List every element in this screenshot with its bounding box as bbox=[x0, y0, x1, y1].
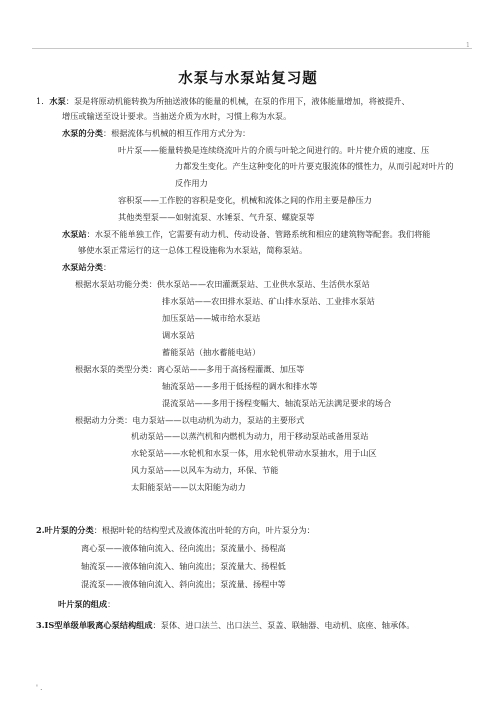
text-line-9: 水泵站：水泵不能单独工作，它需要有动力机、传动设备、管路系统和相应的建筑物等配套。我们将能 bbox=[62, 229, 431, 239]
text-line-21: 机动泵站——以蒸汽机和内燃机为动力，用于移动泵站或备用泵站 bbox=[131, 431, 369, 441]
text-line-12: 根据水泵站功能分类：供水泵站——农田灌溉泵站、工业供水泵站、生活供水泵站 bbox=[75, 279, 370, 289]
page-number: 1 bbox=[466, 42, 470, 49]
text-line-7: 容积泵——工作腔的容积是变化，机械和流体之间的作用主要是静压力 bbox=[118, 195, 372, 205]
text-line-25: 2.叶片泵的分类：根据叶轮的结构型式及液体流出叶轮的方向，叶片泵分为： bbox=[36, 525, 315, 535]
page-title: 水泵与水泵站复习题 bbox=[178, 70, 318, 87]
text-line-30: 3.IS型单级单吸离心泵结构组成：泵体、进口法兰、出口法兰、泵盖、联轴器、电动机、底座、轴承体。 bbox=[36, 620, 415, 630]
header-rule bbox=[32, 48, 472, 49]
text-line-15: 调水泵站 bbox=[162, 330, 195, 340]
text-line-8: 其他类型泵——如射流泵、水锤泵、气升泵、螺旋泵等 bbox=[118, 212, 315, 222]
text-line-4: 叶片泵——能量转换是连续绕流叶片的介质与叶轮之间进行的。叶片使介质的速度、压 bbox=[118, 145, 430, 155]
text-line-16: 蓄能泵站（抽水蓄能电站） bbox=[162, 347, 261, 357]
text-line-29: 叶片泵的组成： bbox=[58, 599, 116, 609]
text-line-13: 排水泵站——农田排水泵站、矿山排水泵站、工业排水泵站 bbox=[162, 296, 375, 306]
footer-marks: ' . bbox=[36, 684, 43, 692]
text-line-1: 1．水泵：泵是将原动机能转换为所抽送液体的能量的机械，在泵的作用下，液体能量增加，将被提升、 bbox=[36, 96, 410, 106]
text-line-11: 水泵站分类： bbox=[62, 262, 112, 272]
text-line-5: 力都发生变化。产生这种变化的叶片要克服流体的惯性力，从而引起对叶片的 bbox=[175, 161, 454, 171]
text-line-18: 轴流泵站——多用于低扬程的调水和排水等 bbox=[162, 381, 318, 391]
text-line-27: 轴流泵——液体轴向流入、轴向流出；泵流量大、扬程低 bbox=[81, 561, 286, 571]
text-line-14: 加压泵站——城市给水泵站 bbox=[162, 313, 261, 323]
text-line-28: 混流泵——液体轴向流入、斜向流出；泵流量、扬程中等 bbox=[81, 579, 286, 589]
text-line-26: 离心泵——液体轴向流入、径向流出；泵流量小、扬程高 bbox=[81, 543, 286, 553]
text-line-6: 反作用力 bbox=[175, 178, 208, 188]
text-line-3: 水泵的分类：根据流体与机械的相互作用方式分为： bbox=[62, 128, 251, 138]
text-line-17: 根据水泵的类型分类：离心泵站——多用于高扬程灌溉、加压等 bbox=[75, 364, 305, 374]
text-line-24: 太阳能泵站——以太阳能为动力 bbox=[131, 482, 246, 492]
text-line-20: 根据动力分类：电力泵站——以电动机为动力，泵站的主要形式 bbox=[75, 415, 305, 425]
text-line-19: 混流泵站——多用于扬程变幅大、轴流泵站无法满足要求的场合 bbox=[162, 398, 392, 408]
text-line-10: 够使水泵正常运行的这一总体工程设施称为水泵站，简称泵站。 bbox=[78, 245, 308, 255]
text-line-2: 增压或输送至设计要求。当抽送介质为水时，习惯上称为水泵。 bbox=[62, 111, 292, 121]
text-line-22: 水轮泵站——水轮机和水泵一体，用水轮机带动水泵抽水，用于山区 bbox=[131, 448, 377, 458]
text-line-23: 风力泵站——以风车为动力，环保、节能 bbox=[131, 465, 279, 475]
